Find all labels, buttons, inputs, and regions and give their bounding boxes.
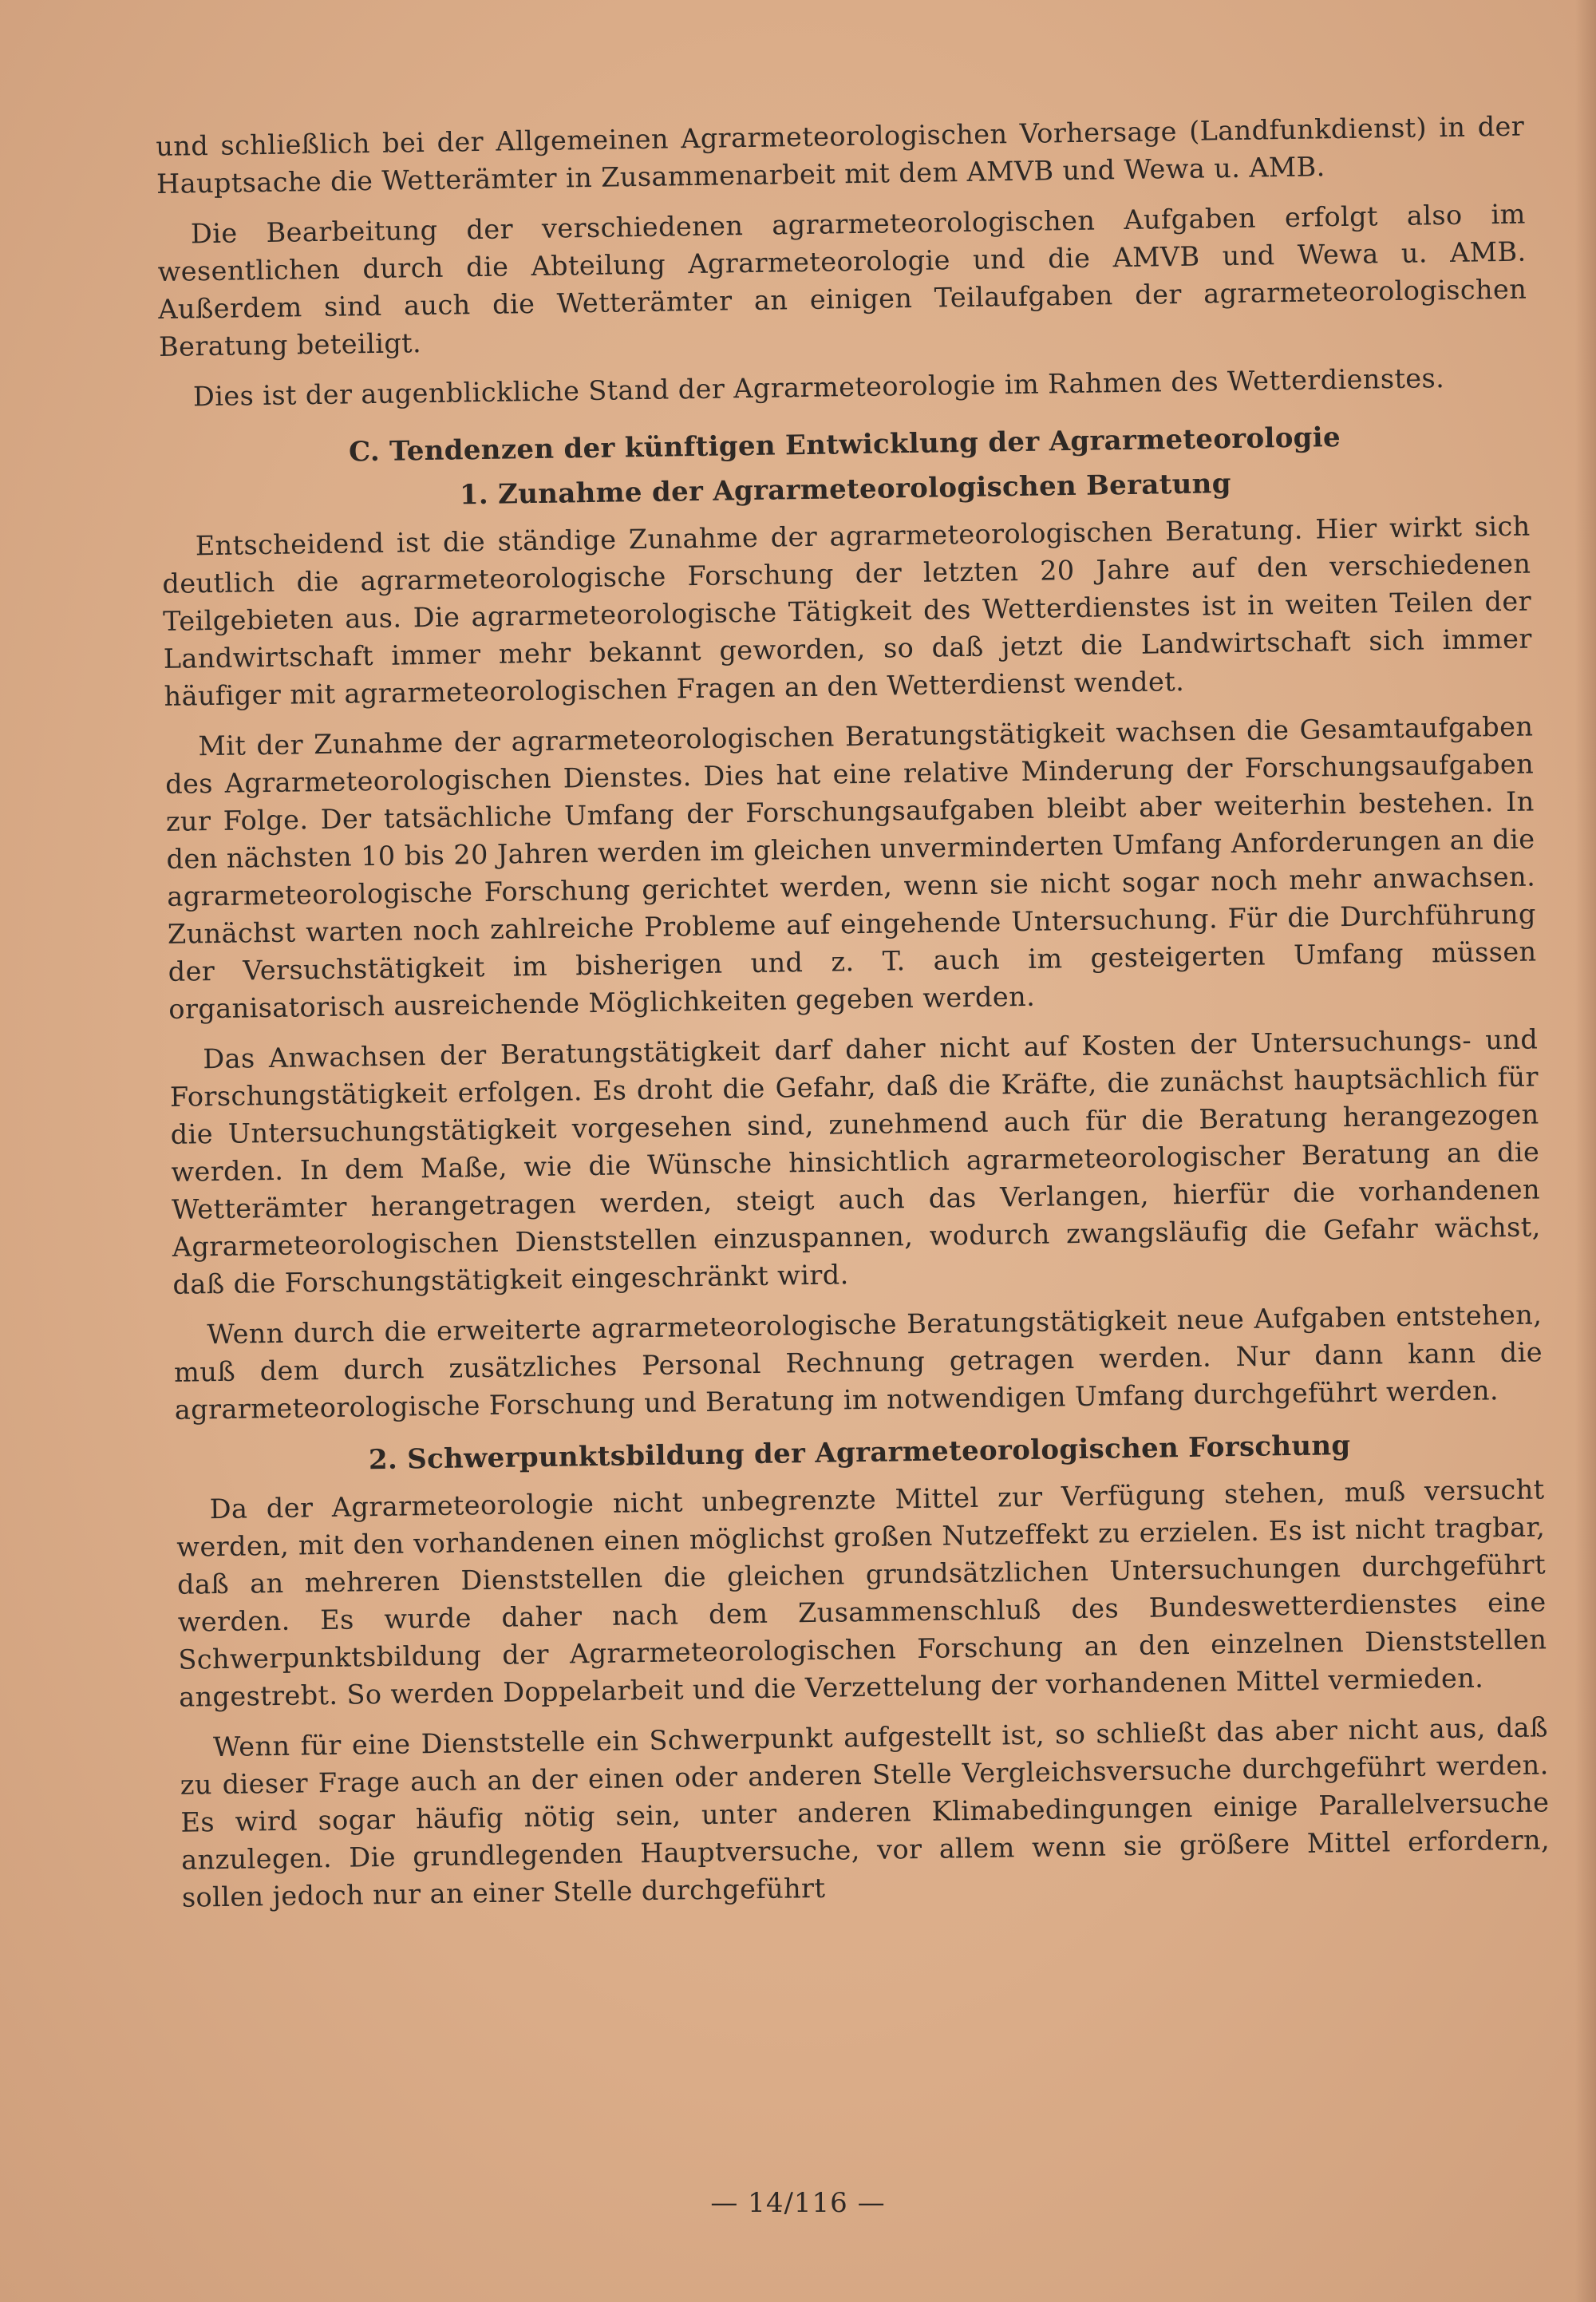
paragraph-2-2: Wenn für eine Dienststelle ein Schwerpunkt aufgestellt ist, so schließt das aber nicht aus, daß zu dieser Frage auch an der einen oder anderen Stelle Vergleichsversuche durchgeführt werden. Es wird sogar häufig nötig sein, unter anderen Klimabedingungen einige Parallelversuche anzulegen. Die grundlegenden Hauptversuche, vor allem wenn sie größere Mittel erfordern, sollen jedoch nur an einer Stelle durchgeführt [180, 1711, 1551, 1913]
subsection-1-heading: 1. Zunahme der Agrarmeteorologischen Beratung [459, 468, 1232, 512]
paragraph-intro-1: und schließlich bei der Allgemeinen Agrarmeteorologischen Vorhersage (Landfunkdienst) in der Hauptsache die Wetterämter in Zusammenarbeit mit dem AMVB und Wewa u. AMB. [156, 110, 1525, 200]
subsection-2-heading: 2. Schwerpunktsbildung der Agrarmeteorologischen Forschung [368, 1429, 1351, 1477]
section-c-heading: C. Tendenzen der künftigen Entwicklung der Agrarmeteorologie [348, 421, 1341, 469]
paragraph-1-1: Entscheidend ist die ständige Zunahme der agrarmeteorologischen Beratung. Hier wirkt sich deutlich die agrarmeteorologische Forschung der letzten 20 Jahre auf den verschiedenen Teilgebieten aus. Die agrarmeteorologische Tätigkeit des Wetterdienstes ist in weiten Teilen der Landwirtschaft immer mehr bekannt geworden, so daß jetzt die Landwirtschaft sich immer häufiger mit agrarmeteorologischen Fragen an den Wetterdienst wendet. [162, 510, 1532, 712]
paragraph-1-4: Wenn durch die erweiterte agrarmeteorologische Beratungstätigkeit neue Aufgaben entstehen, muß dem durch zusätzliches Personal Rechnung getragen werden. Nur dann kann die agrarmeteorologische Forschung und Beratung im notwendigen Umfang durchgeführt werden. [173, 1299, 1543, 1426]
paragraph-2-1: Da der Agrarmeteorologie nicht unbegrenzte Mittel zur Verfügung stehen, muß versucht werden, mit den vorhandenen einen möglichst großen Nutzeffekt zu erzielen. Es ist nicht tragbar, daß an mehreren Dienststellen die gleichen grundsätzlichen Untersuchungen durchgeführt werden. Es wurde daher nach dem Zusammenschluß des Bundeswetterdienstes eine Schwerpunktsbildung der Agrarmeteorologischen Forschung an den einzelnen Dienststellen angestrebt. So werden Doppelarbeit und die Verzettelung der vorhandenen Mittel vermieden. [176, 1473, 1547, 1713]
page-edge-shadow [1575, 0, 1596, 2302]
paragraph-intro-3: Dies ist der augenblickliche Stand der Agrarmeteorologie im Rahmen des Wetterdienstes. [192, 362, 1445, 413]
page-number: — 14/116 — [710, 2187, 886, 2219]
paragraph-intro-2: Die Bearbeitung der verschiedenen agrarmeteorologischen Aufgaben erfolgt also im wesentlichen durch die Abteilung Agrarmeteorologie und die AMVB und Wewa u. AMB. Außerdem sind auch die Wetterämter an einigen Teilaufgaben der agrarmeteorologischen Beratung beteiligt. [157, 198, 1527, 362]
body-text [156, 108, 1551, 1929]
paragraph-1-2: Mit der Zunahme der agrarmeteorologischen Beratungstätigkeit wachsen die Gesamtaufgaben des Agrarmeteorologischen Dienstes. Dies hat eine relative Minderung der Forschungsaufgaben zur Folge. Der tatsächliche Umfang der Forschungsaufgaben bleibt aber weiterhin bestehen. In den nächsten 10 bis 20 Jahren werden im gleichen unverminderten Umfang Anforderungen an die agrarmeteorologische Forschung gerichtet werden, wenn sie nicht sogar noch mehr anwachsen. Zunächst warten noch zahlreiche Probleme auf eingehende Untersuchung. Für die Durchführung der Versuchstätigkeit im bisherigen und z. T. auch im gesteigerten Umfang müssen organisatorisch ausreichende Möglichkeiten gegeben werden. [164, 710, 1537, 1025]
paragraph-1-3: Das Anwachsen der Beratungstätigkeit darf daher nicht auf Kosten der Untersuchungs- und Forschungstätigkeit erfolgen. Es droht die Gefahr, daß die Kräfte, die zunächst hauptsächlich für die Untersuchungstätigkeit vorgesehen sind, zunehmend auch für die Beratung herangezogen werden. In dem Maße, wie die Wünsche hinsichtlich agrarmeteorologischer Beratung an die Wetterämter herangetragen werden, steigt auch das Verlangen, hierfür die vorhandenen Agrarmeteorologischen Dienststellen einzuspannen, wodurch zwangsläufig die Gefahr wächst, daß die Forschungstätigkeit eingeschränkt wird. [169, 1023, 1541, 1300]
